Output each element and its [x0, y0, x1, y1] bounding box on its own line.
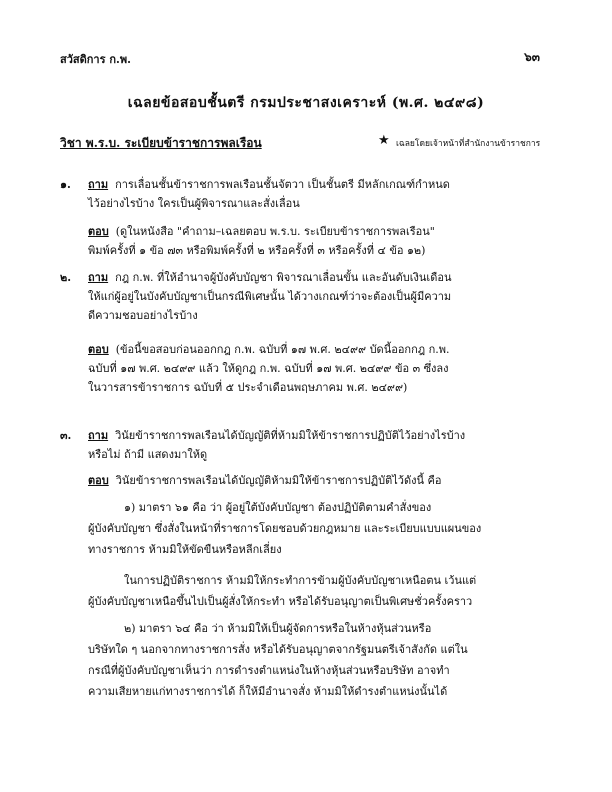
star-icon: ★ [378, 133, 390, 148]
answer-3-line-10: ความเสียหายแก่ทางราชการได้ ก็ให้มีอำนาจสั่ง ห้ามมิให้ดำรงตำแหน่งนั้นได้ [88, 685, 448, 698]
answer-3-line-9: กรณีที่ผู้บังคับบัญชาเห็นว่า การดำรงตำแหน่งในห้างหุ้นส่วนหรือบริษัท อาจทำ [88, 664, 450, 677]
answer-2-label: ตอบ [88, 343, 109, 356]
question-1-line-1: การเลื่อนชั้นข้าราชการพลเรือนชั้นจัตวา เป็นชั้นตรี มีหลักเกณฑ์กำหนด [115, 178, 450, 191]
subject-heading: วิชา พ.ร.บ. ระเบียบข้าราชการพลเรือน [60, 136, 262, 150]
question-2-ask-label: ถาม [88, 271, 109, 284]
answer-3-line-2: ๑) มาตรา ๖๑ คือ ว่า ผู้อยู่ใต้บังคับบัญชา ต้องปฏิบัติตามคำสั่งของ [124, 501, 432, 514]
answer-1-line-2: พิมพ์ครั้งที่ ๑ ข้อ ๗๓ หรือพิมพ์ครั้งที่ ๒ หรือครั้งที่ ๓ หรือครั้งที่ ๔ ข้อ ๑๒) [88, 244, 426, 257]
question-2-line-1: กฎ ก.พ. ที่ให้อำนาจผู้บังคับบัญชา พิจารณาเลื่อนขั้น และอันดับเงินเดือน [115, 271, 452, 284]
question-2-block [60, 268, 451, 325]
question-1-ask-label: ถาม [88, 178, 109, 191]
answer-2-line-2: ฉบับที่ ๑๗ พ.ศ. ๒๔๙๙ แล้ว ให้ดูกฎ ก.พ. ฉบับที่ ๑๗ พ.ศ. ๒๔๙๙ ข้อ ๓ ซึ่งลง [88, 362, 449, 375]
answer-3-line-7: ๒) มาตรา ๖๔ คือ ว่า ห้ามมิให้เป็นผู้จัดการหรือในห้างหุ้นส่วนหรือ [124, 622, 432, 635]
answer-1-block [88, 222, 435, 260]
answer-3-line-3: ผู้บังคับบัญชา ซึ่งสั่งในหน้าที่ราชการโดยชอบด้วยกฎหมาย และระเบียบแบบแผนของ [88, 522, 482, 535]
answer-2-block [88, 340, 450, 397]
answer-3-line-1: วินัยข้าราชการพลเรือนได้บัญญัติห้ามมิให้ข้าราชการปฏิบัติไว้ดังนี้ คือ [115, 474, 442, 487]
page-title: เฉลยข้อสอบชั้นตรี กรมประชาสงเคราะห์ (พ.ศ. ๒๔๙๘) [127, 95, 485, 111]
answer-2-line-3: ในวารสารข้าราชการ ฉบับที่ ๕ ประจำเดือนพฤษภาคม พ.ศ. ๒๔๙๙) [88, 381, 408, 394]
answer-3-line-8: บริษัทใด ๆ นอกจากทางราชการสั่ง หรือได้รับอนุญาตจากรัฐมนตรีเจ้าสังกัด แต่ใน [88, 643, 468, 656]
answer-3-line-5: ในการปฏิบัติราชการ ห้ามมิให้กระทำการข้ามผู้บังคับบัญชาเหนือตน เว้นแต่ [124, 574, 477, 587]
question-1-number: ๑. [60, 178, 71, 191]
question-1-line-2: ไว้อย่างไรบ้าง ใครเป็นผู้พิจารณาและสั่งเลื่อน [88, 197, 300, 210]
question-2-line-2: ให้แก่ผู้อยู่ในบังคับบัญชาเป็นกรณีพิเศษนั้น ได้วางเกณฑ์ว่าจะต้องเป็นผู้มีความ [88, 290, 452, 303]
answer-2-line-1: (ข้อนี้ขอสอบก่อนออกกฎ ก.พ. ฉบับที่ ๑๗ พ.ศ. ๒๔๙๙ บัดนี้ออกกฎ ก.พ. [115, 343, 450, 356]
answer-1-line-1: (ดูในหนังสือ "คำถาม–เฉลยตอบ พ.ร.บ. ระเบียบข้าราชการพลเรือน" [115, 225, 435, 238]
subject-note: เฉลยโดยเจ้าหน้าที่สำนักงานข้าราชการ [396, 139, 541, 149]
question-2-line-3: ดีความชอบอย่างไรบ้าง [88, 309, 198, 322]
answer-3-block [88, 470, 481, 702]
question-3-block [60, 426, 465, 464]
page-number: ๖๓ [524, 50, 540, 64]
running-header: สวัสดิการ ก.พ. [60, 53, 131, 66]
question-2-number: ๒. [60, 271, 72, 284]
question-1-block [60, 175, 450, 213]
answer-1-label: ตอบ [88, 225, 109, 238]
question-3-line-1: วินัยข้าราชการพลเรือนได้บัญญัติที่ห้ามมิให้ข้าราชการปฏิบัติไว้อย่างไรบ้าง [115, 429, 466, 442]
subject-row [60, 134, 562, 152]
question-3-ask-label: ถาม [88, 429, 109, 442]
answer-3-label: ตอบ [88, 474, 109, 487]
question-3-line-2: หรือไม่ ถ้ามี แสดงมาให้ดู [88, 448, 208, 461]
question-3-number: ๓. [60, 429, 72, 442]
answer-3-line-4: ทางราชการ ห้ามมิให้ขัดขืนหรือหลีกเลี่ยง [88, 543, 282, 556]
answer-3-line-6: ผู้บังคับบัญชาเหนือขึ้นไปเป็นผู้สั่งให้กระทำ หรือได้รับอนุญาตเป็นพิเศษชั่วครั้งคราว [88, 595, 473, 608]
